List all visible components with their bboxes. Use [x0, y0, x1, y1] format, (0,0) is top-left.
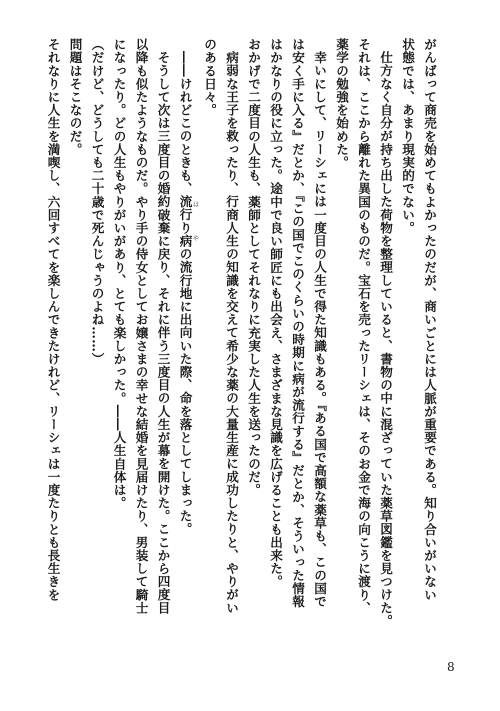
- text-line: は安く手に入る』だとか、『この国でこのくらいの時期に病が流行する』だとか、そういった情報: [290, 38, 305, 609]
- text-line: ――けれどこのときも、流行り病 はやの流行地に出向いた際、命を落としてしまった。: [177, 50, 199, 536]
- page-number: 8: [447, 660, 455, 674]
- text-line: おかげで二度目の人生も、薬師としてそれなりに充実した人生を送ったのだ。: [246, 38, 261, 497]
- text-line: はかなりの役に立った。途中で良い師匠にも出会え、さまざまな見識を広げることも出来た。: [268, 38, 283, 589]
- text-line: 幸いにして、リーシェには一度目の人生で得た知識もある。『ある国で高額な薬草も、この国で: [312, 50, 327, 608]
- text-line: 以降も似たようなものだ。やり手の侍女としてお嬢さまの幸せな結婚を見届けたり、男装して騎士: [133, 38, 149, 615]
- text-line: がんばって商売を始めてもよかったのだが、商いごとには人脈が重要である。知り合いがいない: [422, 38, 437, 602]
- text-line: になったり。どの人生もやりがいがあり、とても楽しかった。――人生自体は。: [111, 38, 127, 510]
- text-line: 薬学の勉強を始めた。: [334, 38, 349, 169]
- text-line: 状態では、あまり現実的でない。: [400, 38, 415, 235]
- text-line: 病弱な王子を救ったり、行商人生の知識を交えて希少な薬の大量生産に成功したりと、やりがい: [224, 50, 239, 614]
- text-line: それは、ここから離れた異国のものだ。宝石を売ったリーシェは、そのお金で海の向こうに渡り、: [356, 38, 371, 615]
- text-line: 問題はそこなのだ。: [67, 38, 83, 156]
- text-line: そうして次は三度目の婚約破棄に戻り、それに伴う三度目の人生が幕を開けた。ここから四度目: [155, 50, 171, 614]
- text-line: それなりに人生を満喫し、六回すべてを楽しんできたけれど、リーシェは一度たりとも長生きを: [45, 38, 61, 602]
- text-line: 仕方なく自分が持ち出した荷物を整理していると、書物の中に混ざっていた薬草図鑑を見つけた。: [378, 50, 393, 627]
- text-line: のある日々。: [202, 38, 217, 117]
- ruby-annotation: 流行り病 はや: [177, 194, 199, 248]
- text-line: （だけど、どうしても二十歳で死んじゃうのよね……）: [89, 38, 105, 366]
- body-text: [42, 38, 441, 638]
